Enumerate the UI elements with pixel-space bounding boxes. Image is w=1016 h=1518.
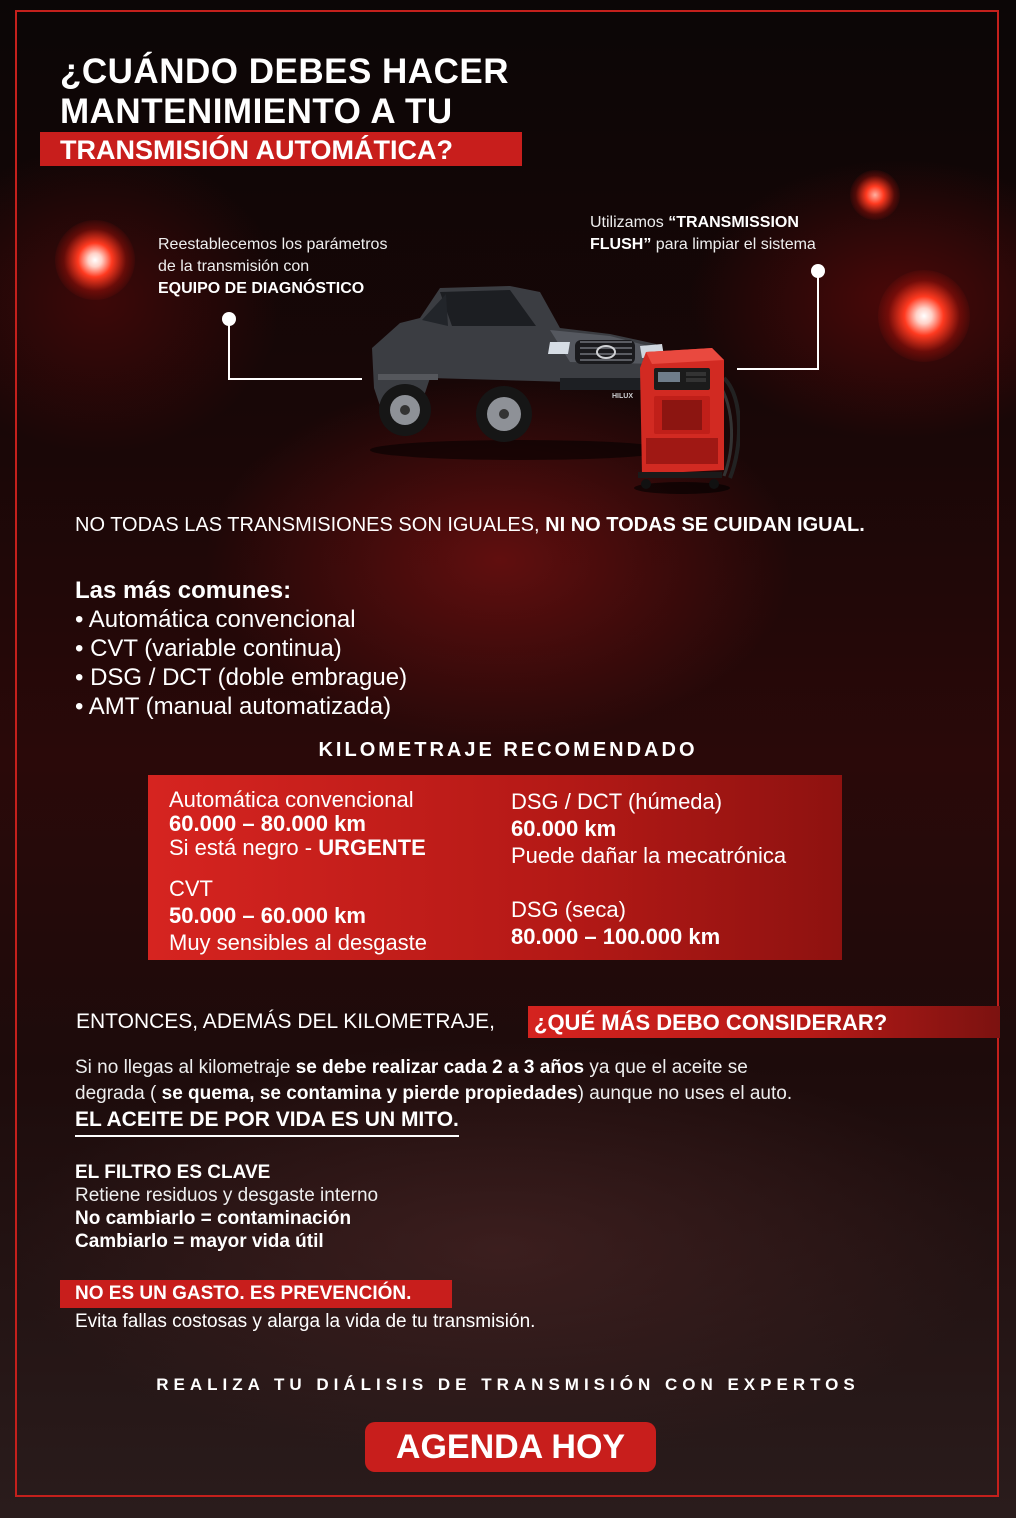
consider-highlight <box>528 1006 1000 1038</box>
cta-tagline: REALIZA TU DIÁLISIS DE TRANSMISIÓN CON EXPERTOS <box>156 1375 860 1394</box>
oil-text-2c: ) aunque no uses el auto. <box>577 1083 793 1104</box>
consider-highlight-text: ¿QUÉ MÁS DEBO CONSIDERAR? <box>534 1010 888 1035</box>
mileage-dsg-wet-km: 60.000 km <box>511 816 617 841</box>
oil-text-2a: degrada ( <box>75 1083 162 1104</box>
mileage-dsg-dry <box>511 896 720 950</box>
mileage-auto-name: Automática convencional <box>169 787 414 812</box>
mileage-dsg-dry-name: DSG (seca) <box>511 897 626 922</box>
title-line-2: MANTENIMIENTO A TU <box>60 92 453 131</box>
callout-line-right-v <box>817 272 819 370</box>
callout-diagnostic-line2: de la transmisión con <box>158 258 310 275</box>
filter-title: EL FILTRO ES CLAVE <box>75 1162 271 1183</box>
callout-flush-prefix: Utilizamos <box>590 214 669 231</box>
mileage-dsg-wet-name: DSG / DCT (húmeda) <box>511 789 723 814</box>
mileage-auto-note: Si está negro - <box>169 835 319 860</box>
mileage-auto-km: 60.000 – 80.000 km <box>169 811 366 836</box>
callout-line-right-h <box>737 368 819 370</box>
title-line-1: ¿CUÁNDO DEBES HACER <box>60 52 509 91</box>
callout-flush <box>590 212 890 256</box>
prevention-text: Evita fallas costosas y alarga la vida de tu transmisión. <box>75 1311 536 1332</box>
callout-diagnostic-line1: Reestablecemos los parámetros <box>158 236 388 253</box>
callout-flush-suffix: para limpiar el sistema <box>651 236 816 253</box>
common-types-list <box>75 576 407 721</box>
flush-machine-image <box>632 338 740 496</box>
title-highlight <box>40 132 522 166</box>
mileage-box <box>148 775 842 960</box>
intro-statement <box>75 512 865 538</box>
red-light-left <box>55 220 135 300</box>
list-item: • AMT (manual automatizada) <box>75 693 392 720</box>
list-item: • DSG / DCT (doble embrague) <box>75 664 408 691</box>
oil-text-2b: se quema, se contamina y pierde propiedades <box>161 1083 578 1104</box>
mileage-dsg-wet-note: Puede dañar la mecatrónica <box>511 843 787 868</box>
mileage-cvt <box>169 875 427 956</box>
callout-line-left-v <box>228 320 230 380</box>
red-light-right <box>878 270 970 362</box>
oil-paragraph <box>75 1055 792 1107</box>
prevention-highlight <box>60 1280 452 1308</box>
mileage-auto <box>169 788 426 860</box>
mileage-cvt-note: Muy sensibles al desgaste <box>169 930 428 955</box>
mileage-dsg-wet <box>511 788 786 869</box>
oil-text-1a: Si no llegas al kilometraje <box>75 1057 296 1078</box>
myth-statement: EL ACEITE DE POR VIDA ES UN MITO. <box>75 1108 459 1137</box>
oil-text-1c: ya que el aceite se <box>584 1057 748 1078</box>
mileage-cvt-km: 50.000 – 60.000 km <box>169 903 366 928</box>
intro-bold: NI NO TODAS SE CUIDAN IGUAL. <box>545 514 865 536</box>
mileage-auto-urgent: URGENTE <box>318 835 426 860</box>
filter-line3: Cambiarlo = mayor vida útil <box>75 1231 324 1252</box>
callout-flush-bold2: FLUSH” <box>590 236 652 253</box>
mileage-cvt-name: CVT <box>169 876 213 901</box>
callout-line-left-h <box>228 378 362 380</box>
filter-line1: Retiene residuos y desgaste interno <box>75 1185 379 1206</box>
consider-normal: ENTONCES, ADEMÁS DEL KILOMETRAJE, <box>76 1010 495 1033</box>
prevention-title: NO ES UN GASTO. ES PREVENCIÓN. <box>75 1283 412 1304</box>
common-types-heading: Las más comunes: <box>75 577 292 604</box>
list-item: • Automática convencional <box>75 606 356 633</box>
mileage-dsg-dry-km: 80.000 – 100.000 km <box>511 924 721 949</box>
title-line-3: TRANSMISIÓN AUTOMÁTICA? <box>60 135 453 165</box>
filter-section <box>75 1161 378 1253</box>
agenda-hoy-button[interactable]: AGENDA HOY <box>365 1422 656 1472</box>
mileage-title: KILOMETRAJE RECOMENDADO <box>318 739 698 761</box>
truck-badge: HILUX <box>612 393 633 400</box>
filter-line2: No cambiarlo = contaminación <box>75 1208 352 1229</box>
intro-normal: NO TODAS LAS TRANSMISIONES SON IGUALES, <box>75 514 546 536</box>
list-item: • CVT (variable continua) <box>75 635 342 662</box>
oil-text-1b: se debe realizar cada 2 a 3 años <box>295 1057 585 1078</box>
callout-diagnostic-bold: EQUIPO DE DIAGNÓSTICO <box>158 280 365 297</box>
callout-flush-bold1: “TRANSMISSION <box>668 214 799 231</box>
